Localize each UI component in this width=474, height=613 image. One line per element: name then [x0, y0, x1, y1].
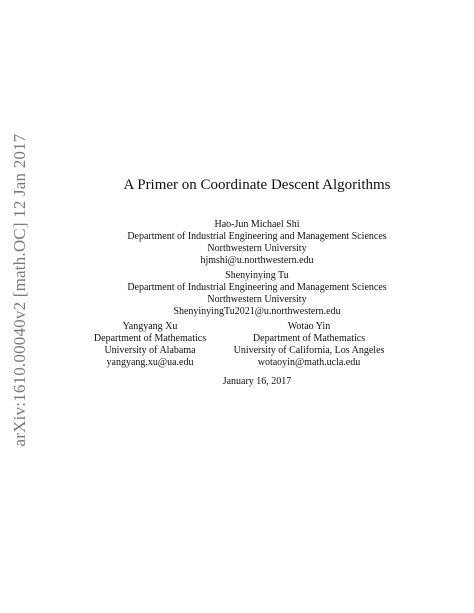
- paper-date: January 16, 2017: [222, 376, 292, 387]
- author-block: [219, 321, 399, 369]
- author-email: ShenyinyingTu2021@u.northwestern.edu: [173, 306, 341, 317]
- arxiv-identifier: arXiv:1610.00040v2 [math.OC] 12 Jan 2017: [10, 133, 29, 447]
- author-block: [40, 270, 474, 318]
- author-institution: University of California, Los Angeles: [233, 345, 385, 356]
- author-department: Department of Mathematics: [93, 333, 207, 344]
- author-institution: Northwestern University: [207, 294, 307, 305]
- author-name: Hao-Jun Michael Shi: [214, 219, 300, 230]
- author-name: Yangyang Xu: [122, 321, 178, 332]
- author-email: hjmshi@u.northwestern.edu: [200, 255, 314, 266]
- author-block: [40, 219, 474, 267]
- author-institution: Northwestern University: [207, 243, 307, 254]
- author-email: yangyang.xu@ua.edu: [106, 357, 194, 368]
- author-email: wotaoyin@math.ucla.edu: [257, 357, 361, 368]
- author-name: Wotao Yin: [287, 321, 331, 332]
- author-block: [70, 321, 230, 369]
- author-name: Shenyinying Tu: [225, 270, 289, 281]
- author-department: Department of Industrial Engineering and Management Sciences: [127, 282, 387, 293]
- author-institution: University of Alabama: [104, 345, 196, 356]
- paper-title: A Primer on Coordinate Descent Algorithms: [123, 177, 391, 193]
- author-department: Department of Industrial Engineering and Management Sciences: [127, 231, 387, 242]
- arxiv-stamp: [0, 0, 40, 613]
- author-department: Department of Mathematics: [252, 333, 366, 344]
